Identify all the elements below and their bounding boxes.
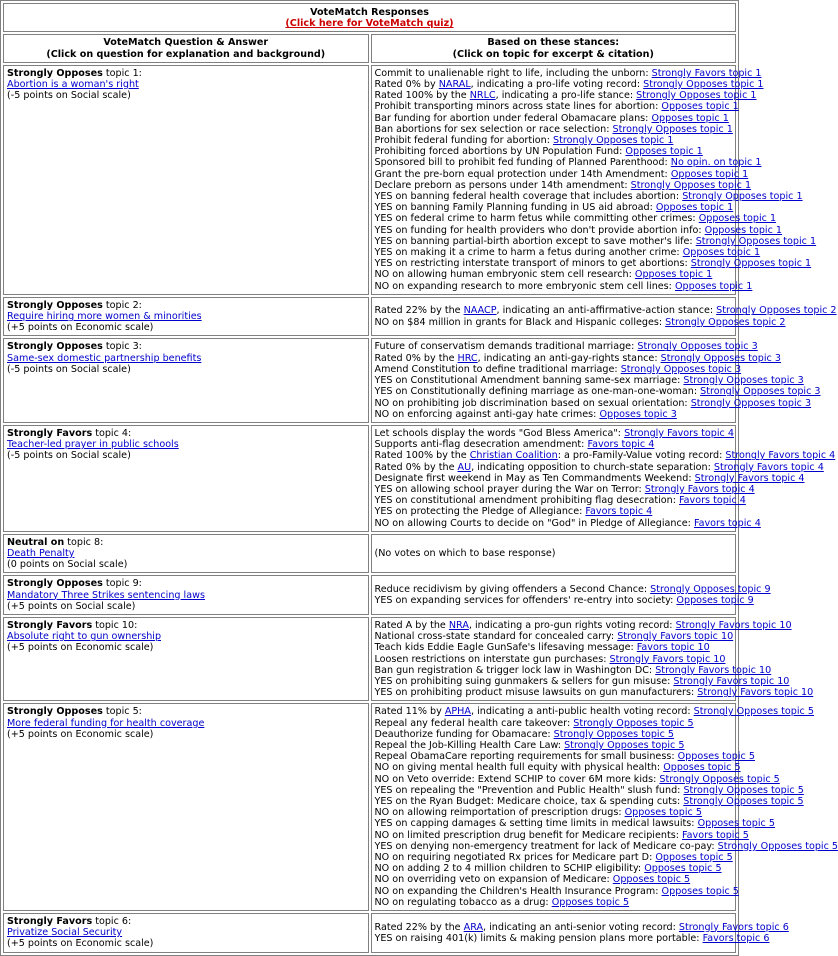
stance-line [375,807,733,818]
topic-link[interactable]: Strongly Favors topic 4 [694,472,805,484]
topic-link[interactable]: Opposes topic 5 [661,885,739,897]
stance-text: YES on allowing school prayer during the War on Terror: [374,483,645,495]
table-row [3,617,736,701]
stance-line [375,642,733,653]
org-link[interactable]: NAACP [463,305,497,317]
topic-link[interactable]: Opposes topic 1 [651,112,729,124]
topic-link[interactable]: Strongly Opposes topic 3 [690,397,812,409]
stance-text-cont: , indicating a pro-life voting record: [470,79,644,91]
org-link[interactable]: AU [457,461,472,473]
stance-line [374,363,742,375]
question-cell [3,913,369,953]
stance-label: Strongly Favors [7,427,93,439]
stance-line [374,687,814,699]
table-row [3,703,736,911]
stance-line [374,90,757,102]
stance-line [374,67,762,79]
question-cell [3,425,369,532]
topic-link[interactable]: Strongly Opposes topic 1 [612,123,733,135]
stance-line [374,921,789,933]
points-text: (+5 points on Economic scale) [7,642,154,654]
stance-text: NO on limited prescription drug benefit for Medicare recipients: [374,829,683,841]
topic-link[interactable]: Strongly Opposes topic 1 [695,235,817,247]
stance-line [374,213,777,225]
topic-link[interactable]: Opposes topic 3 [599,408,677,420]
stances-cell [371,338,821,422]
left-column-header [3,34,369,62]
stance-text: National cross-state standard for concealed carry: [374,631,618,643]
stance-line [375,202,733,213]
table-row [3,425,736,532]
topic-link[interactable]: Strongly Favors topic 10 [617,631,734,643]
stance-text: Future of conservatism demands traditional marriage: [374,341,638,353]
stance-line [375,897,733,908]
stance-text: YES on repealing the "Prevention and Public Health" slush fund: [374,784,684,796]
points-text: (+5 points on Economic scale) [7,728,154,740]
stance-text: Rated 0% by [374,79,439,91]
header-row [3,3,736,32]
stance-text-cont: , indicating a pro-gun rights voting record: [468,619,676,631]
stance-line [374,235,817,247]
stance-text: YES on federal crime to harm fetus while committing other crimes: [374,213,699,225]
stance-text: NO on allowing Courts to decide on "God" in Pledge of Allegiance: [374,517,694,529]
topic-link[interactable]: Strongly Opposes topic 5 [693,706,814,718]
topic-label: topic 4: [92,427,132,439]
stance-line [374,461,824,473]
stance-line [375,631,733,642]
stance-text: NO on prohibiting job discrimination based on sexual orientation: [374,397,691,409]
stance-text-cont: : a pro-Family-Value voting record: [557,450,726,462]
stance-label: Strongly Opposes [7,67,103,79]
stance-line [374,352,781,364]
left-column-title: VoteMatch Question & Answer [103,37,269,49]
stance-text: Reduce recidivism by giving offenders a Second Chance: [374,583,651,595]
topic-link[interactable]: Opposes topic 9 [676,595,754,607]
points-text: (+5 points on Social scale) [7,600,136,612]
stance-text: Repeal any federal health care takeover: [374,717,574,729]
stances-cell [371,913,789,953]
topic-link[interactable]: Strongly Opposes topic 5 [564,739,685,751]
stance-text: Rated 22% by the [374,921,464,933]
stance-line [374,247,761,259]
topic-link[interactable]: Strongly Opposes topic 2 [665,316,786,328]
stance-line [374,305,837,317]
stance-text: NO on overriding veto on expansion of Medicare: [374,874,613,886]
stance-line [374,784,804,796]
stance-line [375,740,733,751]
stance-line [375,729,733,740]
stance-text: YES on protecting the Pledge of Allegiance: [374,506,586,518]
quiz-link[interactable]: (Click here for VoteMatch quiz) [285,18,454,30]
table-row [3,297,736,337]
topic-label: topic 2: [102,299,142,311]
points-text: (+5 points on Economic scale) [7,938,154,950]
topic-link[interactable]: Favors topic 4 [585,506,653,518]
stance-text: Repeal ObamaCare reporting requirements for small business: [374,751,678,763]
topic-label: topic 9: [102,578,142,590]
topic-link[interactable]: Opposes topic 5 [644,863,722,875]
stance-line [374,762,741,774]
question-cell [3,617,369,701]
stance-text: NO on requiring negotiated Rx prices for Medicare part D: [374,852,656,864]
stance-label: Strongly Opposes [7,299,103,311]
question-cell [3,703,369,911]
topic-link[interactable]: Opposes topic 5 [612,874,691,886]
org-link[interactable]: ARA [463,921,484,933]
stance-line [374,316,786,328]
stance-text: YES on banning partial-birth abortion except to save mother's life: [374,235,696,247]
question-link[interactable]: More federal funding for health coverage [7,717,205,729]
stance-text: NO on giving mental health full equity with physical health: [374,762,664,774]
stance-text: YES on raising 401(k) limits & making pension plans more portable: [374,932,703,944]
stance-text: Ban gun registration & trigger lock law in Washington DC: [374,664,656,676]
topic-link[interactable]: Strongly Opposes topic 3 [620,363,742,375]
stance-line [374,179,752,191]
stance-text-cont: , indicating a anti-public health voting record: [470,706,694,718]
stances-cell [371,425,836,532]
stance-line [374,932,770,944]
topic-link[interactable]: Favors topic 6 [702,932,770,944]
topic-link[interactable]: Opposes topic 5 [697,818,775,830]
header-cell [3,3,736,32]
question-link[interactable]: Same-sex domestic partnership benefits [7,352,202,364]
stance-line [374,818,775,830]
topic-link[interactable]: Strongly Opposes topic 3 [660,352,781,364]
points-text: (-5 points on Social scale) [7,363,131,375]
stance-text: YES on constitutional amendment prohibiting flag desecration: [374,495,680,507]
stance-line [375,269,733,280]
stance-text: Loosen restrictions on interstate gun purchases: [374,653,610,665]
stance-text: Rated 22% by the [374,305,464,317]
right-column-header [371,34,737,62]
stance-label: Strongly Favors [7,916,93,928]
stance-line [374,386,821,398]
question-link[interactable]: Teacher-led prayer in public schools [7,439,179,451]
stance-text: YES on making it a crime to harm a fetus during another crime: [374,247,683,259]
topic-link[interactable]: Strongly Opposes topic 1 [636,90,757,102]
stance-line [374,664,772,676]
topic-link[interactable]: No opin. on topic 1 [670,157,762,169]
stances-cell [371,617,814,701]
stance-line [375,113,733,124]
topic-link[interactable]: Strongly Opposes topic 5 [683,796,804,807]
org-link[interactable]: HRC [457,352,478,364]
stance-text: Rated 100% by the [374,90,470,102]
stance-text: Commit to unalienable right to life, including the unborn: [374,67,652,79]
stance-line [374,773,780,785]
stance-text: Declare preborn as persons under 14th amendment: [374,179,631,191]
topic-link[interactable]: Opposes topic 1 [670,168,749,180]
stance-label: Strongly Opposes [7,341,103,353]
topic-link[interactable]: Strongly Favors topic 4 [713,461,824,473]
question-link[interactable]: Abortion is a woman's right [7,79,139,91]
votematch-table-body [3,3,838,953]
question-link[interactable]: Privatize Social Security [7,927,123,939]
stance-text: Rated 0% by the [374,352,458,364]
topic-link[interactable]: Opposes topic 1 [634,269,713,281]
topic-link[interactable]: Strongly Opposes topic 3 [683,375,804,387]
stance-text: YES on Constitutional Amendment banning same-sex marriage: [374,375,684,387]
topic-link[interactable]: Opposes topic 5 [663,762,741,774]
stance-text: NO on allowing reimportation of prescription drugs: [374,807,625,819]
topic-label: topic 6: [92,916,132,928]
topic-link[interactable]: Strongly Opposes topic 1 [630,179,752,191]
org-link[interactable]: NRLC [469,90,496,102]
stance-text: (No votes on which to base response) [374,547,556,559]
topic-link[interactable]: Strongly Favors topic 10 [675,619,792,631]
topic-link[interactable]: Strongly Favors topic 10 [655,664,772,676]
stances-cell [371,703,838,911]
points-text: (-5 points on Social scale) [7,450,131,462]
question-cell [3,338,369,422]
stance-text-cont: , indicating an anti-gay-rights stance: [477,352,661,364]
stance-line [375,146,733,157]
stance-text: NO on Veto override: Extend SCHIP to cover 6M more kids: [374,773,660,785]
stance-text: Rated 0% by the [374,461,458,473]
stance-text: Supports anti-flag desecration amendment: [374,439,588,451]
stance-line [375,409,733,420]
topic-link[interactable]: Strongly Favors topic 4 [644,483,755,495]
stance-line [375,852,733,863]
stance-line [374,397,812,409]
topic-label: topic 10: [92,619,138,631]
org-link[interactable]: Christian Coalition [469,450,558,462]
topic-label: topic 5: [102,706,142,718]
stance-line [374,79,764,91]
topic-link[interactable]: Strongly Opposes topic 1 [553,135,674,147]
stance-line [374,375,804,387]
topic-link[interactable]: Strongly Opposes topic 5 [659,773,780,785]
stance-line [374,450,836,462]
topic-link[interactable]: Opposes topic 1 [625,146,703,158]
column-header-row [3,34,736,62]
stance-text: Rated 11% by [374,706,445,718]
stance-text: YES on restricting interstate transport of minors to get abortions: [374,258,691,270]
right-column-title: Based on these stances: [487,37,620,49]
stance-line [374,280,753,292]
stance-line [375,863,733,874]
topic-link[interactable]: Opposes topic 1 [674,280,753,292]
topic-link[interactable]: Strongly Opposes topic 2 [716,305,837,317]
topic-link[interactable]: Opposes topic 1 [682,247,761,259]
stance-text: Prohibiting forced abortions by UN Population Fund: [374,146,626,158]
topic-link[interactable]: Strongly Favors topic 10 [697,687,814,699]
stance-text: YES on prohibiting suing gunmakers & sellers for gun misuse: [374,675,674,687]
topic-link[interactable]: Opposes topic 5 [624,807,702,819]
stance-line [375,124,733,135]
org-link[interactable]: NRA [448,619,469,631]
topic-link[interactable]: Opposes topic 1 [655,202,734,214]
stance-line [374,619,792,631]
stance-line [374,840,838,852]
stances-cell [371,65,817,295]
stance-text: YES on the Ryan Budget: Medicare choice, tax & spending cuts: [374,796,684,807]
stance-text: YES on prohibiting product misuse lawsuits on gun manufacturers: [374,687,698,699]
stance-text: Designate first weekend in May as Ten Commandments Weekend: [374,472,695,484]
table-row [3,338,736,422]
stance-line [374,341,758,353]
stances-cell [371,575,771,615]
topic-link[interactable]: Strongly Opposes topic 3 [700,386,821,398]
topic-link[interactable]: Favors topic 5 [682,829,749,841]
stance-text: Repeal the Job-Killing Health Care Law: [374,739,565,751]
topic-link[interactable]: Opposes topic 5 [655,852,733,864]
table-row [3,913,736,953]
stance-text: NO on expanding research to more embryonic stem cell lines: [374,280,675,292]
stance-line [374,595,754,607]
stance-line [374,829,749,841]
question-cell [3,575,369,615]
topic-link[interactable]: Favors topic 4 [693,517,761,529]
stance-text: YES on banning federal health coverage that includes abortion: [374,191,683,203]
stance-text: Rated A by the [374,619,449,631]
topic-link[interactable]: Strongly Favors topic 4 [624,427,734,439]
stance-text: YES on capping damages & setting time limits in medical lawsuits: [374,818,698,830]
stance-text: YES on expanding services for offenders' re-entry into society: [374,595,677,607]
stance-line [375,718,733,729]
stance-line [375,439,733,450]
stance-line [374,101,739,113]
question-link[interactable]: Absolute right to gun ownership [7,631,162,643]
stance-text: NO on $84 million in grants for Black and Hispanic colleges: [374,316,666,328]
stance-line [374,583,771,595]
topic-link[interactable]: Strongly Opposes topic 5 [573,717,694,729]
topic-link[interactable]: Strongly Opposes topic 1 [643,79,764,91]
question-cell [3,65,369,295]
topic-link[interactable]: Strongly Opposes topic 1 [682,191,803,203]
stance-line [374,157,762,169]
stance-label: Strongly Favors [7,619,93,631]
question-cell [3,297,369,337]
stance-text: Sponsored bill to prohibit fed funding of Planned Parenthood: [374,157,671,169]
stance-line [374,517,761,529]
stance-text: NO on expanding the Children's Health Insurance Program: [374,885,662,897]
topic-link[interactable]: Opposes topic 5 [551,896,630,908]
topic-link[interactable]: Favors topic 4 [587,439,655,451]
stance-text: Rated 100% by the [374,450,470,462]
topic-label: topic 3: [102,341,142,353]
stance-text: Teach kids Eddie Eagle GunSafe's lifesaving message: [374,642,637,654]
stance-text: Prohibit federal funding for abortion: [374,135,554,147]
topic-link[interactable]: Opposes topic 1 [661,101,739,113]
topic-link[interactable]: Strongly Favors topic 10 [609,653,726,665]
stance-line [374,191,803,203]
stance-text-cont: , indicating opposition to church-state separation: [471,461,714,473]
question-link[interactable]: Mandatory Three Strikes sentencing laws [7,589,205,601]
stance-text-cont: , indicating an anti-senior voting record: [483,921,679,933]
topic-link[interactable]: Strongly Opposes topic 5 [683,784,804,796]
stance-label: Strongly Opposes [7,578,103,590]
topic-link[interactable]: Favors topic 10 [636,642,710,654]
stance-line [374,751,755,763]
question-link[interactable]: Death Penalty [7,547,75,559]
topic-link[interactable]: Favors topic 4 [679,495,746,507]
points-text: (-5 points on Social scale) [7,90,131,102]
topic-link[interactable]: Strongly Opposes topic 5 [553,728,675,740]
stance-text-cont: , indicating an anti-affirmative-action stance: [496,305,717,317]
stance-line [375,654,733,665]
stance-text-cont: , indicating a pro-life stance: [495,90,637,102]
stance-text: Deauthorize funding for Obamacare: [374,728,554,740]
topic-label: topic 8: [64,536,104,548]
topic-link[interactable]: Strongly Opposes topic 3 [637,341,758,353]
stance-line [375,135,733,146]
stance-line [374,495,746,507]
stance-line [374,168,749,180]
org-link[interactable]: NARAL [438,79,471,91]
topic-link[interactable]: Strongly Opposes topic 9 [650,583,771,595]
table-row [3,65,736,295]
stance-text: Grant the pre-born equal protection under 14th Amendment: [374,168,671,180]
stance-line [375,506,733,517]
org-link[interactable]: APHA [444,706,471,718]
page-title: VoteMatch Responses [310,7,429,18]
topic-link[interactable]: Strongly Opposes topic 5 [717,840,838,852]
stance-label: Strongly Opposes [7,706,103,718]
stance-text: NO on enforcing against anti-gay hate crimes: [374,408,600,420]
topic-link[interactable]: Strongly Favors topic 4 [725,450,836,462]
stance-label: Neutral on [7,536,65,548]
stance-text: Amend Constitution to define traditional marriage: [374,363,621,375]
stance-text: NO on regulating tobacco as a drug: [374,896,552,908]
points-text: (+5 points on Economic scale) [7,322,154,334]
left-column-subtitle: (Click on question for explanation and background) [46,48,326,60]
stance-line [374,472,805,484]
stance-line [374,483,755,495]
question-cell [3,534,369,574]
stances-cell [371,534,737,574]
stance-line [374,885,739,897]
topic-link[interactable]: Strongly Favors topic 6 [678,921,789,933]
stance-text: YES on banning Family Planning funding in US aid abroad: [374,202,656,214]
stance-text: Prohibit transporting minors across state lines for abortion: [374,101,662,113]
topic-link[interactable]: Strongly Favors topic 10 [673,675,790,687]
stance-text: NO on adding 2 to 4 million children to SCHIP eligibility: [374,863,645,875]
stance-text: YES on denying non-emergency treatment for lack of Medicare co-pay: [374,840,718,852]
topic-link[interactable]: Strongly Favors topic 1 [651,67,762,79]
stance-text: Let schools display the words "God Bless America": [374,427,625,439]
stance-text: YES on funding for health providers who don't provide abortion info: [374,224,705,236]
stance-text: NO on allowing human embryonic stem cell research: [374,269,635,281]
stance-text: Bar funding for abortion under federal Obamacare plans: [374,112,652,124]
table-row [3,575,736,615]
topic-link[interactable]: Strongly Opposes topic 1 [690,258,812,270]
stance-line [375,428,733,439]
points-text: (0 points on Social scale) [7,559,128,571]
stance-line [374,796,804,807]
stances-cell [371,297,837,337]
table-row [3,534,736,574]
stance-line [374,224,783,236]
right-column-subtitle: (Click on topic for excerpt & citation) [452,48,654,60]
stance-line [374,706,814,718]
topic-link[interactable]: Opposes topic 1 [698,213,777,225]
topic-link[interactable]: Opposes topic 1 [704,224,783,236]
topic-label: topic 1: [102,67,142,79]
topic-link[interactable]: Opposes topic 5 [677,751,755,763]
stance-text: Ban abortions for sex selection or race selection: [374,123,613,135]
question-link[interactable]: Require hiring more women & minorities [7,311,202,323]
stance-line [374,258,812,270]
stance-line [375,548,733,559]
stance-line [375,874,733,885]
stance-line [374,675,790,687]
stance-text: YES on Constitutionally defining marriage as one-man-one-woman: [374,386,701,398]
